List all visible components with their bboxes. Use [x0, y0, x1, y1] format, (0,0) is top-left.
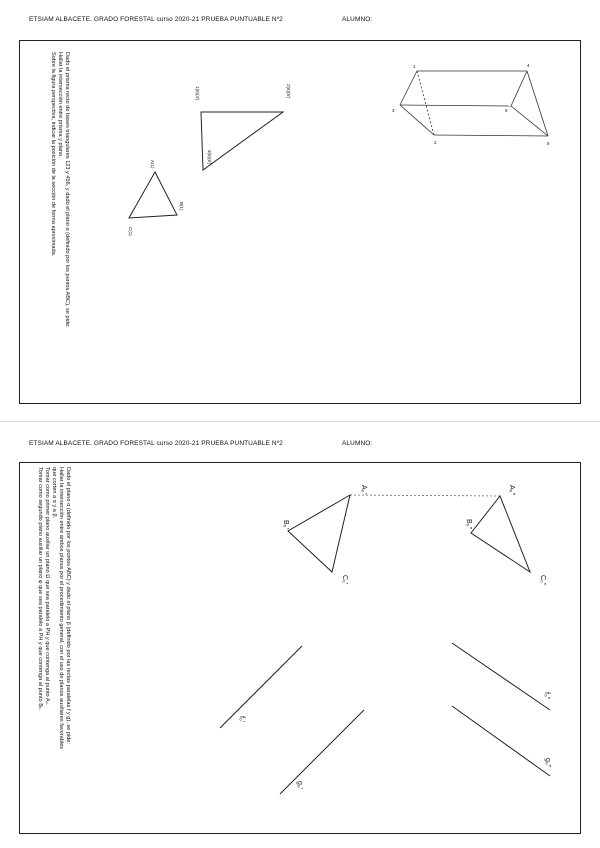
- prism-vertex-label: 1: [413, 64, 416, 69]
- page-separator: [0, 421, 600, 422]
- prism-vertex-label: 2: [434, 140, 437, 145]
- course-title: ETSIAM ALBACETE. GRADO FORESTAL curso 2020-21 PRUEBA PUNTUABLE Nº2: [29, 16, 283, 23]
- course-title: ETSIAM ALBACETE. GRADO FORESTAL curso 2020-21 PRUEBA PUNTUABLE Nº2: [29, 440, 283, 447]
- statement-line: Hallar la intersección entre prisma y plano.: [57, 52, 63, 158]
- vertex-label-2: 2(6)(5'): [286, 84, 291, 99]
- label-g1: g₀': [296, 781, 303, 790]
- statement-line: Hallar la intersección entre ambos planos por el procedimiento general, con el uso de planos auxiliares favorables: [58, 467, 64, 750]
- student-label: ALUMNO:: [342, 16, 373, 23]
- point-c2: C₀'': [539, 575, 546, 586]
- statement-line: Sobre la figura perspectiva, indicar la posición de la sección de forma aproximada.: [50, 52, 56, 257]
- point-c1: C₀': [341, 575, 348, 585]
- statement-line: Tomar como primer plano auxiliar un plano Ω que sea paralelo a PH y que contenga al punto A₀.: [44, 467, 50, 706]
- vertex-label-3: 3(5)(6'): [207, 150, 212, 165]
- point-label-b: B(1): [179, 202, 184, 211]
- prism-vertex-label: 6: [505, 108, 508, 113]
- label-g2: g₀'': [544, 758, 551, 768]
- student-label: ALUMNO:: [342, 440, 373, 447]
- prism-triangle: [201, 112, 283, 170]
- label-f1: f₀': [238, 716, 245, 723]
- statement-line: Tomar como segundo plano auxiliar un plano φ que sea paralelo a PH y que contenga al punto B₀.: [37, 467, 43, 711]
- prism-vertex-label: 5: [547, 141, 550, 146]
- statement-line: Dado el plano α (definido por los puntos ABC) y dado el plano β (definido por las rectas paralelas f y g), se pide:: [65, 467, 71, 744]
- point-label-a: A(1): [150, 160, 155, 169]
- prism-perspective: [400, 71, 548, 136]
- page2-header: [29, 440, 373, 447]
- prism-vertex-label: 4: [527, 63, 530, 68]
- point-b2: B₀'': [465, 519, 472, 530]
- vertex-label-1: 1(6)(4'): [195, 86, 200, 101]
- page2-frame: [19, 462, 581, 834]
- point-b1: B₀': [282, 520, 289, 529]
- prism-vertex-label: 3: [392, 108, 395, 113]
- point-label-c: C(1): [128, 227, 133, 236]
- point-a1: A₀': [360, 485, 367, 494]
- page2-statement: [36, 467, 71, 749]
- statement-line: que corten a α y a β.: [51, 467, 57, 519]
- point-a2: A₀'': [508, 485, 515, 496]
- label-f2: f₀'': [543, 692, 550, 700]
- abc-triangle: [129, 172, 177, 218]
- statement-line: Dado el prisma recto de bases triangulares 123 y 456, y dado el plano α (definido por los puntos ABC), se pide:: [64, 52, 70, 328]
